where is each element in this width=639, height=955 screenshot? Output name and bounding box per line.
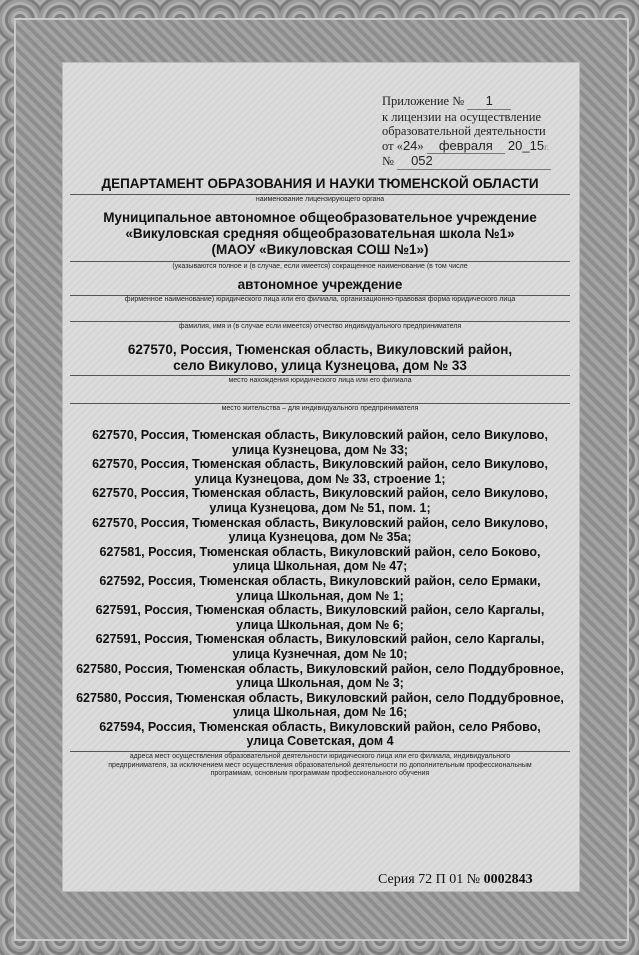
activity-caption [70,753,570,779]
serial-series: 72 П 01 [418,872,464,887]
address-line: улица Школьная, дом № 3; [236,676,404,691]
divider [70,261,570,262]
address-line: улица Кузнецова, дом № 51, пом. 1; [209,500,431,515]
org-name-line: (МАОУ «Викуловская СОШ №1») [211,242,429,257]
address-line: 627591, Россия, Тюменская область, Викуловский район, село Каргалы, [95,632,545,647]
org-caption-3: фамилия, имя и (в случае если имеется) отчество индивидуального предпринимателя [178,323,462,330]
address-line: 627581, Россия, Тюменская область, Викуловский район, село Боково, [99,544,541,559]
address-line: улица Школьная, дом № 1; [236,588,404,603]
caption-line: адреса мест осуществления образовательной деятельности юридического лица или его филиала, индивидуального [129,753,511,760]
divider [70,375,570,376]
address-line: 627594, Россия, Тюменская область, Викуловский район, село Рябово, [99,719,541,734]
address-line: улица Кузнецова, дом № 35а; [228,530,412,545]
address-line: 627570, Россия, Тюменская область, Викуловский район, село Викулово, [92,515,548,530]
address-line: улица Кузнецова, дом № 33; [231,442,409,457]
divider [70,751,570,752]
caption-line: предпринимателя, за исключением мест осуществления образовательной деятельности по дополнительным профессиональным [108,761,532,769]
legal-address-caption: место нахождения юридического лица или его филиала [228,377,412,384]
legal-address [70,342,570,374]
address-line: 627580, Россия, Тюменская область, Викуловский район, село Поддубровное, [76,690,564,705]
serial-number [378,872,533,888]
divider [70,403,570,404]
address-line: 627570, Россия, Тюменская область, Викуловский район, село Викулово, [92,428,548,442]
organization-name [70,210,570,258]
appendix-header: Приложение № 1 к лицензии на осуществление образовательной деятельности от «24» февраля 20_15г. № 052 [382,94,551,170]
org-caption-1: (указываются полное и (в случае, если имеется) сокращенное наименование (в том числе [172,263,468,270]
address-line: улица Школьная, дом № 6; [236,617,404,632]
address-line: 627580, Россия, Тюменская область, Викуловский район, село Поддубровное, [76,661,564,676]
appendix-number: 1 [467,94,511,110]
date-year: 15 [529,137,545,153]
authority-caption: наименование лицензирующего органа [255,196,385,203]
address-line: улица Кузнецова, дом № 33, строение 1; [194,471,446,486]
address-line: 627592, Россия, Тюменская область, Викуловский район, село Ермаки, [99,573,541,588]
address-line: 627570, Россия, Тюменская область, Викуловский район, село Викулово, [92,457,548,472]
residence-caption: место жительства – для индивидуального предпринимателя [221,405,419,412]
serial-number-value: 0002843 [483,872,533,887]
address-line: 627591, Россия, Тюменская область, Викуловский район, село Каргалы, [95,603,545,618]
address-line: улица Кузнечная, дом № 10; [232,646,408,661]
serial-number-label: № [466,872,481,887]
caption-line: программам, основным программам профессионального обучения [210,770,430,777]
divider [70,194,570,195]
divider [70,321,570,322]
date-year-prefix: 20 [507,137,523,153]
address-line: улица Советская, дом 4 [246,734,394,749]
address-line: улица Школьная, дом № 16; [232,705,408,720]
license-line: к лицензии на осуществление [382,109,541,124]
address-line: улица Школьная, дом № 47; [232,559,408,574]
license-line: образовательной деятельности [382,124,546,138]
date-month: февраля [427,139,505,155]
date-prefix: от « [382,138,403,153]
org-name-line: «Викуловская средняя общеобразовательная школа №1» [125,226,515,241]
date-suffix: г. [544,141,550,152]
license-number: 052 [397,154,551,170]
org-caption-2: фирменное наименование) юридического лица или его филиала, организационно-правовая форма юридического лица [124,296,516,303]
legal-address-line: село Викулово, улица Кузнецова, дом № 33 [173,358,467,373]
serial-label: Серия [378,872,415,887]
date-day: 24 [402,137,418,153]
appendix-label: Приложение № [382,94,465,108]
legal-form: автономное учреждение [237,277,403,292]
activity-addresses [20,428,620,749]
authority-name: ДЕПАРТАМЕНТ ОБРАЗОВАНИЯ И НАУКИ ТЮМЕНСКОЙ ОБЛАСТИ [101,176,539,191]
address-line: 627570, Россия, Тюменская область, Викуловский район, село Викулово, [92,486,548,501]
date-mid: » [417,138,424,153]
org-name-line: Муниципальное автономное общеобразовательное учреждение [103,210,537,225]
number-label: № [382,154,394,168]
legal-address-line: 627570, Россия, Тюменская область, Викуловский район, [127,342,513,357]
